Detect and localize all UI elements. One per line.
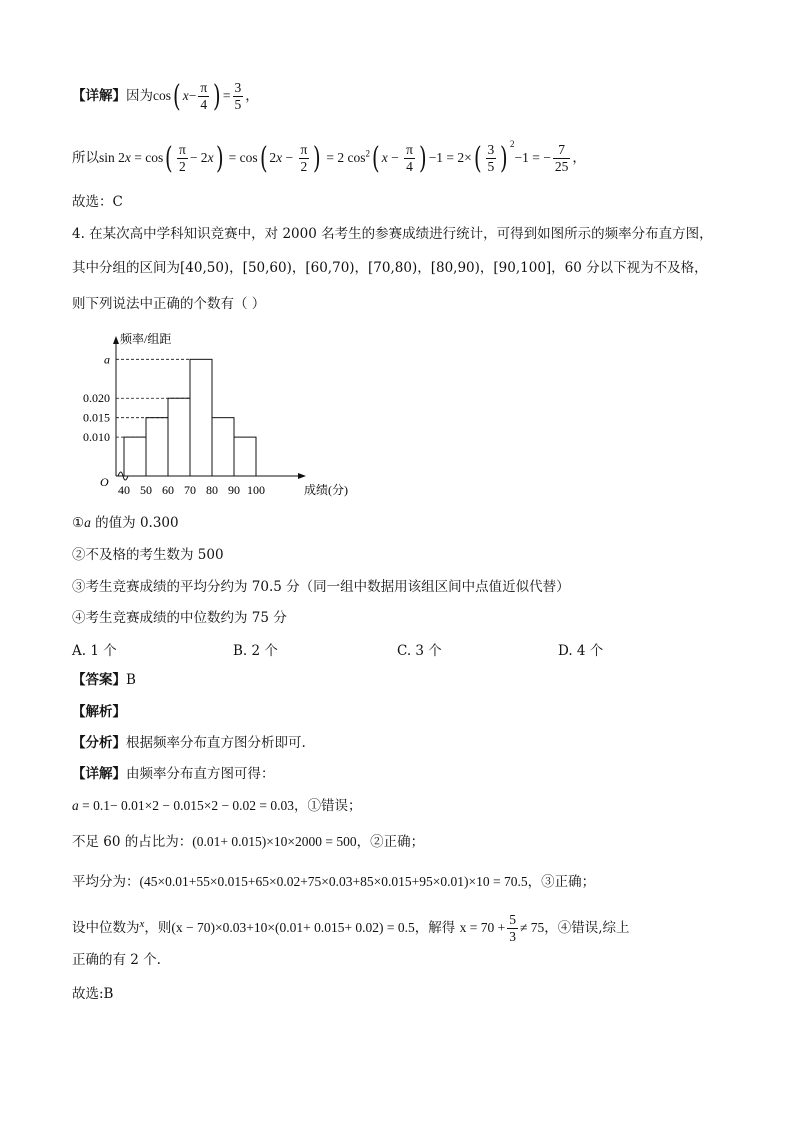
x-axis-arrow: [298, 473, 306, 479]
fraction: $\frac{7}{25}$: [554, 142, 569, 174]
y-tick-label: 0.010: [83, 430, 110, 445]
statement-1: ①a 的值为 0.300: [72, 515, 179, 531]
y-tick-label: a: [104, 352, 110, 367]
frequency-histogram: [68, 328, 348, 500]
math: cos: [153, 88, 171, 103]
detail-label: 【详解】: [72, 88, 126, 104]
statement-3: ③考生竞赛成绩的平均分约为 70.5 分（同一组中数据用该组区间中点值近似代替）: [72, 579, 570, 595]
histogram-bar: [168, 398, 190, 476]
calc-line-1: a = 0.1− 0.01×2 − 0.015×2 − 0.02 = 0.03，①错误；: [72, 798, 362, 814]
answer-line-1: 故选：C: [72, 194, 123, 210]
detail-line-2: 所以sin 2x = cos( $\frac{\pi}{2}$ − 2x) = cos( 2x − $\frac{\pi}{2}$ ) = 2 $\cos^2$( x − $\frac{\pi}{4}$ ) −1 = 2×( $\frac{3}{5}$ ) $^2$−1 = − $\frac{7}{25}$ ，: [72, 138, 586, 176]
fenxi-row: 【分析】根据频率分布直方图分析即可.: [72, 735, 306, 751]
option-c[interactable]: C. 3 个: [397, 643, 442, 659]
answer-row: [72, 670, 136, 690]
math: sin 2: [99, 150, 125, 165]
fraction: $\frac{\pi}{2}$: [178, 142, 186, 174]
x-tick-label: 70: [184, 483, 196, 497]
histogram-bar: [124, 437, 146, 476]
statement-2: ②不及格的考生数为 500: [72, 547, 224, 563]
x-axis-label: 成绩(分): [304, 483, 348, 497]
option-d[interactable]: D. 4 个: [558, 643, 604, 659]
origin-label: O: [100, 475, 109, 489]
histogram-bar: [234, 437, 256, 476]
x-tick-label: 60: [162, 483, 174, 497]
detail-line-1: 【详解】因为cos( x− $\frac{\pi}{4}$ ) = $\frac{3}{5}$ ，: [72, 78, 259, 114]
histogram-bar: [190, 359, 212, 476]
question-4-stem-1: 4. 在某次高中学科知识竞赛中，对 2000 名考生的参赛成绩进行统计，可得到如图所示的频率分布直方图，: [72, 226, 713, 242]
calc-line-3: 平均分为：(45×0.01+55×0.015+65×0.02+75×0.03+85×0.015+95×0.01)×10 = 70.5，③正确；: [72, 874, 596, 890]
histogram-bar: [212, 418, 234, 476]
option-b[interactable]: B. 2 个: [233, 643, 278, 659]
calc-line-4b: 正确的有 2 个.: [72, 952, 161, 968]
x-tick-label: 50: [140, 483, 152, 497]
math: =: [222, 88, 231, 103]
fraction: $\frac{\pi}{2}$: [300, 142, 308, 174]
question-4-stem-2: 其中分组的区间为[40,50)，[50,60)，[60,70)，[70,80)，[80,90)，[90,100]，60 分以下视为不及格，: [72, 260, 708, 276]
y-axis-arrow: [113, 336, 119, 344]
fraction: $\frac{3}{5}$: [487, 142, 495, 174]
fraction: $\frac{5}{3}$: [509, 912, 516, 944]
y-tick-label: 0.020: [83, 391, 110, 406]
math: x: [182, 88, 189, 103]
calc-line-4: 设中位数为$^x$，则(x − 70)×0.03+10×(0.01+ 0.015+ 0.02) = 0.5，解得 x = 70 + $\frac{5}{3}$ ≠ 75，④错误,综上: [72, 912, 630, 944]
x-tick-label: 40: [118, 483, 130, 497]
answer-value: B: [126, 672, 136, 688]
text: 所以: [72, 150, 99, 166]
histogram-bar: [146, 418, 168, 476]
statement-4: ④考生竞赛成绩的中位数约为 75 分: [72, 610, 287, 626]
text: ，: [245, 88, 259, 104]
x-tick-label: 100: [247, 483, 265, 497]
fraction: $\frac{3}{5}$: [234, 80, 242, 112]
x-tick-label: 80: [206, 483, 218, 497]
option-a[interactable]: A. 1 个: [72, 643, 117, 659]
analysis-tag: 【解析】: [72, 704, 126, 720]
question-4-stem-3: 则下列说法中正确的个数有（ ）: [72, 296, 266, 312]
text: 因为: [126, 88, 153, 104]
y-tick-label: 0.015: [83, 410, 110, 425]
fraction: $\frac{\pi}{4}$: [406, 142, 413, 174]
fraction: $\frac{\pi}{4}$: [200, 80, 208, 112]
answer-line-2: 故选:B: [72, 986, 114, 1002]
detail-row-2: 【详解】由频率分布直方图可得：: [72, 766, 275, 782]
answer-tag: 【答案】: [72, 672, 126, 688]
math: −: [188, 88, 197, 103]
calc-line-2: 不足 60 的占比为：(0.01+ 0.015)×10×2000 = 500，②正确；: [72, 834, 425, 850]
y-axis-label: 频率/组距: [120, 332, 172, 346]
x-tick-label: 90: [228, 483, 240, 497]
